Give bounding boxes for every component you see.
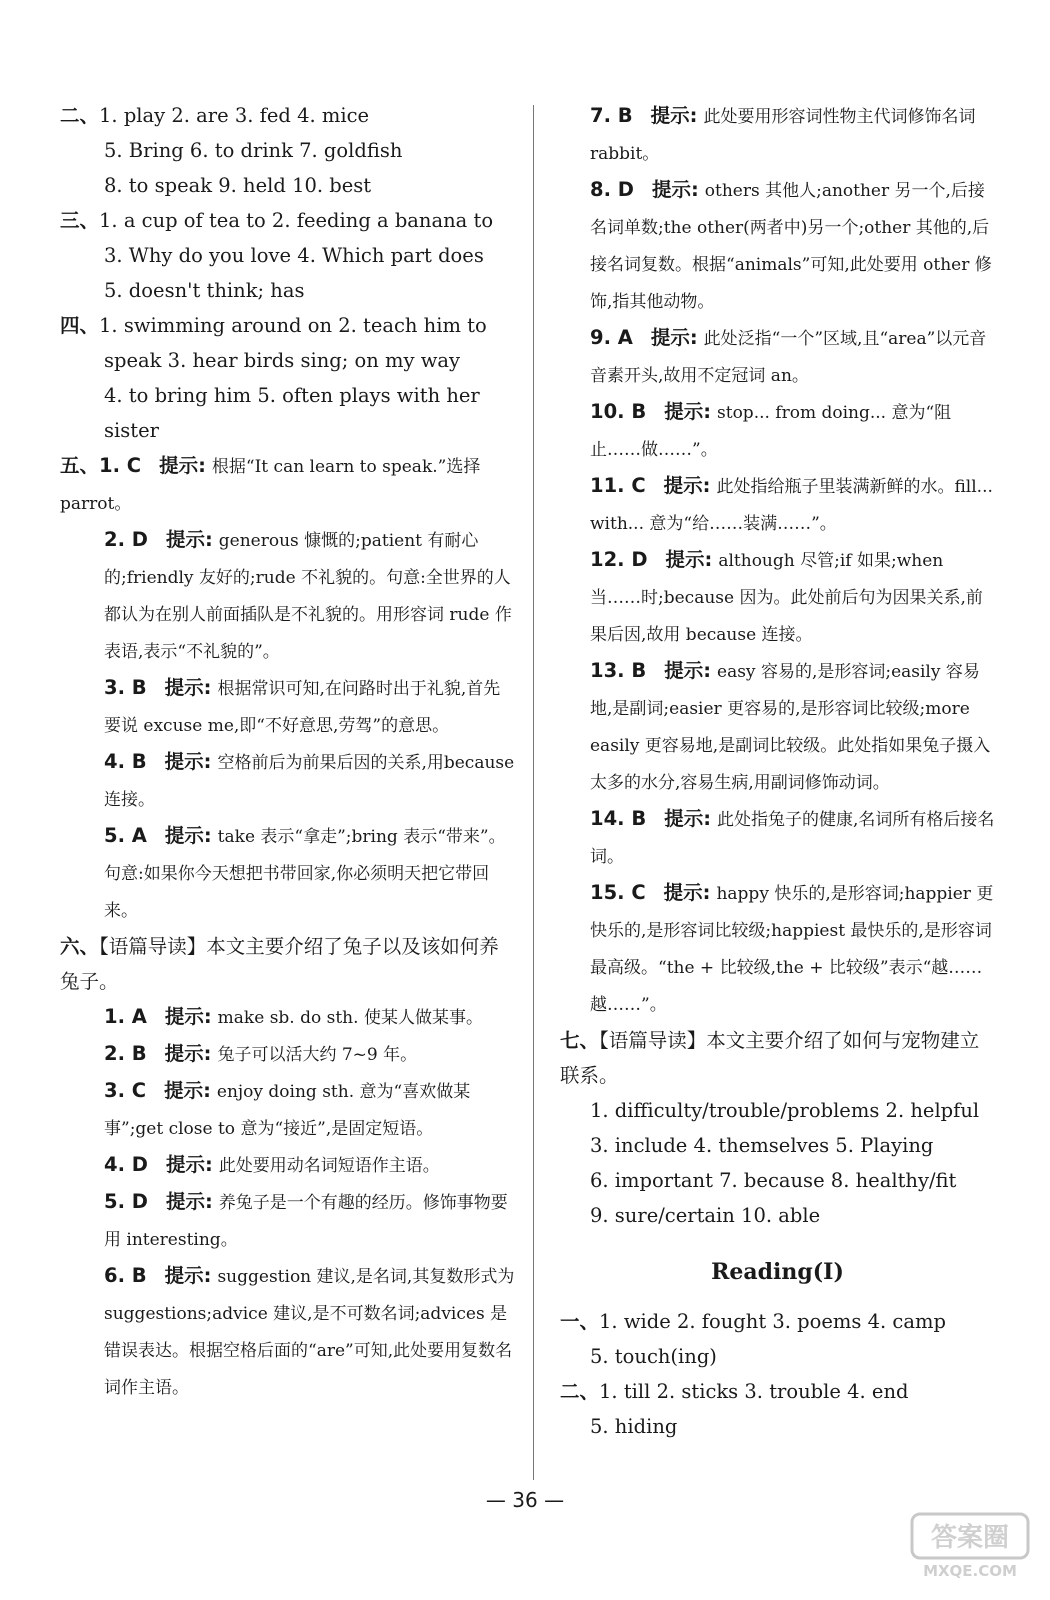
answer-item: [560, 98, 995, 172]
answer-item: [60, 1036, 515, 1073]
answer-item: [560, 394, 995, 468]
answer-item: [560, 172, 995, 320]
hint-text: easy 容易的,是形容词;easily 容易地,是副词;easier 更容易的,是形容词比较级;more easily 更容易地,是副词比较级。此处指如果兔子摄入太多的水分,容易生病,用副词修饰动词。: [590, 662, 991, 793]
section-3: [60, 203, 515, 308]
answer-number: 14. B: [590, 807, 647, 830]
answer-line: 3. Why do you love 4. Which part does: [104, 244, 484, 267]
hint-label: 提示:: [664, 400, 712, 423]
hint-text: make sb. do sth. 使某人做某事。: [217, 1008, 483, 1028]
reading-section-2: [560, 1374, 995, 1444]
answer-number: 5. A: [104, 824, 147, 847]
answer-item: [60, 1184, 515, 1258]
answer-number: 13. B: [590, 659, 647, 682]
answer-line: 3. include 4. themselves 5. Playing: [590, 1134, 934, 1157]
hint-label: 提示:: [164, 1264, 212, 1287]
section-marker: 二、: [60, 104, 100, 127]
hint-label: 提示:: [663, 881, 711, 904]
hint-label: 提示:: [164, 750, 212, 773]
hint-label: 提示:: [665, 548, 713, 571]
hint-text: 根据“It can learn to speak.”选择parrot。: [60, 457, 481, 514]
answer-number: 3. B: [104, 676, 147, 699]
answer-number: 4. B: [104, 750, 147, 773]
answer-item: [560, 468, 995, 542]
answer-number: 1. A: [104, 1005, 147, 1028]
section-7: [560, 1023, 995, 1233]
right-column: [560, 98, 995, 1444]
section-marker: 七、: [560, 1029, 600, 1052]
answer-item: [560, 653, 995, 801]
svg-text:MXQE.COM: MXQE.COM: [923, 1562, 1017, 1580]
svg-text:答案圈: 答案圈: [930, 1523, 1010, 1553]
answer-item: [560, 542, 995, 653]
answer-line: 1. wide 2. fought 3. poems 4. camp: [599, 1310, 946, 1333]
section-6: [60, 929, 515, 1406]
hint-text: 空格前后为前果后因的关系,用because 连接。: [104, 753, 515, 810]
hint-text: 根据常识可知,在问路时出于礼貌,首先要说 excuse me,即“不好意思,劳驾”的意思。: [104, 679, 501, 736]
answer-item: [60, 999, 515, 1036]
answer-line: 5. doesn't think; has: [104, 279, 305, 302]
watermark-logo: [910, 1512, 1030, 1582]
passage-intro: 【语篇导读】本文主要介绍了如何与宠物建立联系。: [560, 1029, 980, 1087]
hint-text: 此处指兔子的健康,名词所有格后接名词。: [590, 810, 995, 867]
hint-text: stop... from doing... 意为“阻止……做……”。: [590, 403, 952, 460]
answer-line: 1. play 2. are 3. fed 4. mice: [99, 104, 370, 127]
column-divider: [533, 105, 534, 1480]
answer-line: 5. touch(ing): [590, 1345, 717, 1368]
section-marker: 二、: [560, 1380, 600, 1403]
answer-number: 9. A: [590, 326, 633, 349]
answer-number: 15. C: [590, 881, 646, 904]
hint-text: enjoy doing sth. 意为“喜欢做某事”;get close to 意为“接近”,是固定短语。: [104, 1082, 471, 1139]
answer-line: 5. hiding: [590, 1415, 678, 1438]
answer-item: [60, 1147, 515, 1184]
hint-label: 提示:: [650, 326, 698, 349]
answer-line: 1. till 2. sticks 3. trouble 4. end: [599, 1380, 909, 1403]
hint-text: 养兔子是一个有趣的经历。修饰事物要用 interesting。: [104, 1193, 508, 1250]
hint-label: 提示:: [165, 528, 213, 551]
section-marker: 五、: [60, 454, 100, 477]
answer-item: [60, 522, 515, 670]
answer-item: [60, 670, 515, 744]
section-6-continued: [560, 98, 995, 1023]
answer-item: [60, 744, 515, 818]
hint-text: 此处指给瓶子里装满新鲜的水。fill... with... 意为“给……装满……”。: [590, 477, 993, 534]
section-5: [60, 448, 515, 929]
answer-number: 1. C: [99, 454, 142, 477]
section-marker: 三、: [60, 209, 100, 232]
answer-line: 5. Bring 6. to drink 7. goldfish: [104, 139, 403, 162]
answer-item: [60, 448, 515, 522]
answer-number: 10. B: [590, 400, 647, 423]
answer-item: [560, 875, 995, 1023]
section-4: [60, 308, 515, 448]
passage-guide: [60, 929, 515, 999]
answer-number: 4. D: [104, 1153, 148, 1176]
answer-number: 2. D: [104, 528, 148, 551]
hint-label: 提示:: [159, 454, 206, 477]
answer-number: 3. C: [104, 1079, 147, 1102]
answer-number: 2. B: [104, 1042, 147, 1065]
hint-text: generous 慷慨的;patient 有耐心的;friendly 友好的;rude 不礼貌的。句意:全世界的人都认为在别人前面插队是不礼貌的。用形容词 rude 作表语,表示“不礼貌的”。: [104, 531, 512, 662]
hint-text: although 尽管;if 如果;when 当……时;because 因为。此处前后句为因果关系,前果后因,故用 because 连接。: [590, 551, 983, 645]
section-marker: 六、: [60, 935, 100, 958]
hint-label: 提示:: [164, 1005, 212, 1028]
hint-label: 提示:: [165, 1190, 213, 1213]
reading-section-title: Reading(Ⅰ): [711, 1259, 844, 1285]
hint-text: take 表示“拿走”;bring 表示“带来”。句意:如果你今天想把书带回家,你必须明天把它带回来。: [104, 827, 506, 921]
hint-label: 提示:: [651, 178, 699, 201]
left-column: [60, 98, 515, 1406]
hint-label: 提示:: [664, 659, 712, 682]
hint-text: 兔子可以活大约 7~9 年。: [217, 1045, 418, 1065]
section-marker: 一、: [560, 1310, 600, 1333]
answer-item: [60, 818, 515, 929]
hint-text: 此处要用动名词短语作主语。: [218, 1156, 440, 1176]
answer-number: 11. C: [590, 474, 646, 497]
hint-text: happy 快乐的,是形容词;happier 更快乐的,是形容词比较级;happiest 最快乐的,是形容词最高级。“the + 比较级,the + 比较级”表示“越……越……”。: [590, 884, 994, 1015]
answer-number: 7. B: [590, 104, 633, 127]
answer-line: 6. important 7. because 8. healthy/fit: [590, 1169, 957, 1192]
answer-number: 8. D: [590, 178, 634, 201]
hint-text: others 其他人;another 另一个,后接名词单数;the other(两者中)另一个;other 其他的,后接名词复数。根据“animals”可知,此处要用 other 修饰,指其他动物。: [590, 181, 992, 312]
answer-number: 12. D: [590, 548, 648, 571]
answer-line: 1. swimming around on 2. teach him to: [99, 314, 487, 337]
answer-line: 1. difficulty/trouble/problems 2. helpful: [590, 1099, 980, 1122]
answer-item: [60, 1073, 515, 1147]
answer-line: 9. sure/certain 10. able: [590, 1204, 821, 1227]
answer-line: 8. to speak 9. held 10. best: [104, 174, 372, 197]
section-marker: 四、: [60, 314, 100, 337]
reading-section-1: [560, 1304, 995, 1374]
hint-text: 此处泛指“一个”区域,且“area”以元音音素开头,故用不定冠词 an。: [590, 329, 987, 386]
hint-label: 提示:: [663, 474, 711, 497]
section-2: [60, 98, 515, 203]
answer-item: [560, 320, 995, 394]
hint-label: 提示:: [165, 1153, 213, 1176]
answer-number: 5. D: [104, 1190, 148, 1213]
answer-line: 4. to bring him 5. often plays with her: [104, 384, 480, 407]
page-number: — 36 —: [485, 1488, 565, 1512]
answer-line: sister: [104, 419, 159, 442]
answer-line: 1. a cup of tea to 2. feeding a banana to: [99, 209, 494, 232]
hint-label: 提示:: [164, 1042, 212, 1065]
hint-text: suggestion 建议,是名词,其复数形式为 suggestions;advice 建议,是不可数名词;advices 是错误表达。根据空格后面的“are”可知,此处要用复数名词作主语。: [104, 1267, 515, 1398]
hint-label: 提示:: [664, 807, 712, 830]
passage-intro: 【语篇导读】本文主要介绍了兔子以及该如何养兔子。: [60, 935, 499, 993]
hint-label: 提示:: [164, 1079, 211, 1102]
answer-line: speak 3. hear birds sing; on my way: [104, 349, 461, 372]
answer-item: [60, 1258, 515, 1406]
passage-guide: [560, 1023, 995, 1093]
hint-label: 提示:: [164, 824, 212, 847]
answer-number: 6. B: [104, 1264, 147, 1287]
hint-label: 提示:: [164, 676, 212, 699]
answer-item: [560, 801, 995, 875]
hint-label: 提示:: [650, 104, 698, 127]
hint-text: 此处要用形容词性物主代词修饰名词 rabbit。: [590, 107, 976, 164]
